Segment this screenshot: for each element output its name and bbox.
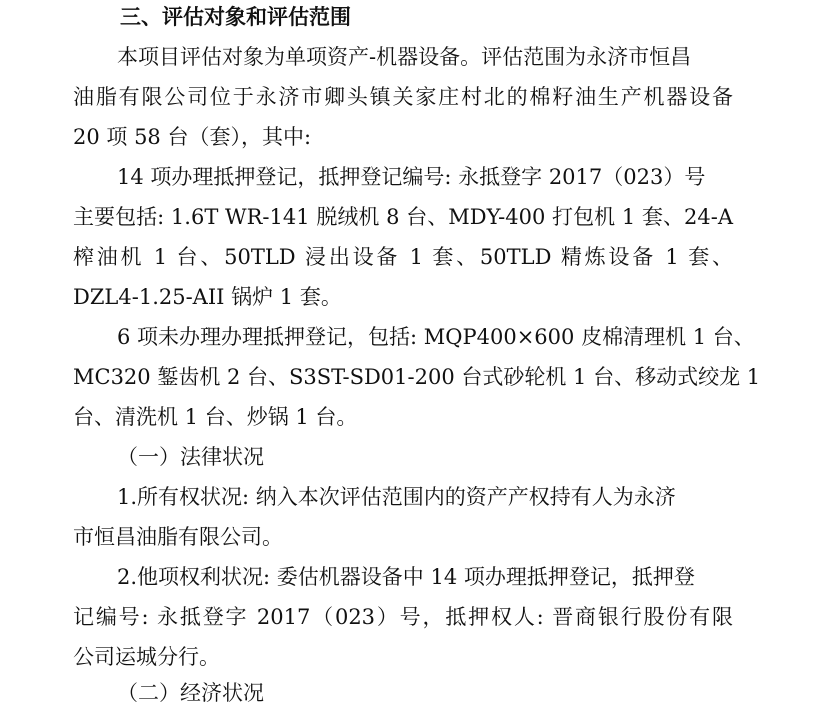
- para5-line1: 2.他项权利状况: 委估机器设备中 14 项办理抵押登记，抵押登: [117, 565, 695, 589]
- para1-line1: 本项目评估对象为单项资产-机器设备。评估范围为永济市恒昌: [117, 45, 692, 69]
- para2-line4: DZL4-1.25-AII 锅炉 1 套。: [73, 285, 342, 309]
- subheading-legal-status: （一）法律状况: [117, 445, 264, 469]
- para5-line2: 记编号: 永抵登字 2017（023）号，抵押权人: 晋商银行股份有限: [73, 605, 733, 629]
- para3-line2: MC320 錾齿机 2 台、S3ST-SD01-200 台式砂轮机 1 台、移动式绞龙 1: [73, 365, 761, 389]
- para1-line3: 20 项 58 台（套），其中:: [73, 125, 312, 149]
- para5-line3: 公司运城分行。: [73, 645, 220, 669]
- para2-line1: 14 项办理抵押登记，抵押登记编号: 永抵登字 2017（023）号: [117, 165, 706, 189]
- subheading-economic-status-partial: （二）经济状况: [117, 681, 264, 705]
- para2-line3: 榨油机 1 台、50TLD 浸出设备 1 套、50TLD 精炼设备 1 套、: [73, 245, 733, 269]
- para2-line2: 主要包括: 1.6T WR-141 脱绒机 8 台、MDY-400 打包机 1 套、24-A: [73, 205, 733, 229]
- para4-line2: 市恒昌油脂有限公司。: [73, 525, 283, 549]
- para4-line1: 1.所有权状况: 纳入本次评估范围内的资产产权持有人为永济: [117, 485, 676, 509]
- para3-line1: 6 项未办理办理抵押登记，包括: MQP400×600 皮棉清理机 1 台、: [117, 325, 755, 349]
- para1-line2: 油脂有限公司位于永济市卿头镇关家庄村北的棉籽油生产机器设备: [73, 85, 733, 109]
- section-heading: 三、评估对象和评估范围: [120, 4, 351, 29]
- para3-line3: 台、清洗机 1 台、炒锅 1 台。: [73, 405, 358, 429]
